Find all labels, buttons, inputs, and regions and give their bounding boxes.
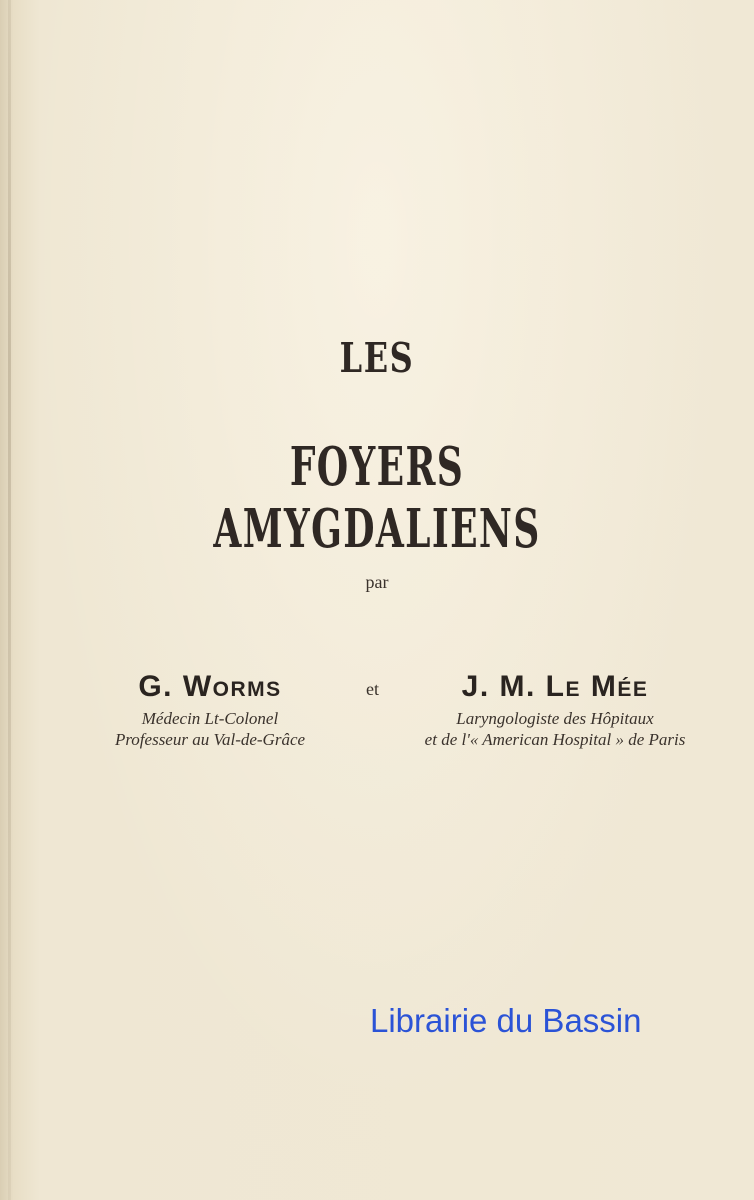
author-name: G. Worms xyxy=(138,670,282,703)
author-le-mee xyxy=(410,670,700,750)
author-role: et de l'« American Hospital » de Paris xyxy=(424,730,686,749)
byline-par: par xyxy=(365,572,389,592)
bookseller-watermark: Librairie du Bassin xyxy=(370,1002,642,1039)
author-worms xyxy=(90,670,330,750)
page-binding-edge xyxy=(8,0,11,1200)
author-role: Professeur au Val-de-Grâce xyxy=(114,730,306,749)
title-line-2: FOYERS AMYGDALIENS xyxy=(213,436,541,560)
title-line-1: LES xyxy=(339,334,415,382)
author-role: Médecin Lt-Colonel xyxy=(141,709,279,728)
author-connector: et xyxy=(366,679,379,699)
author-role: Laryngologiste des Hôpitaux xyxy=(456,709,654,728)
author-name: J. M. Le Mée xyxy=(461,670,649,703)
